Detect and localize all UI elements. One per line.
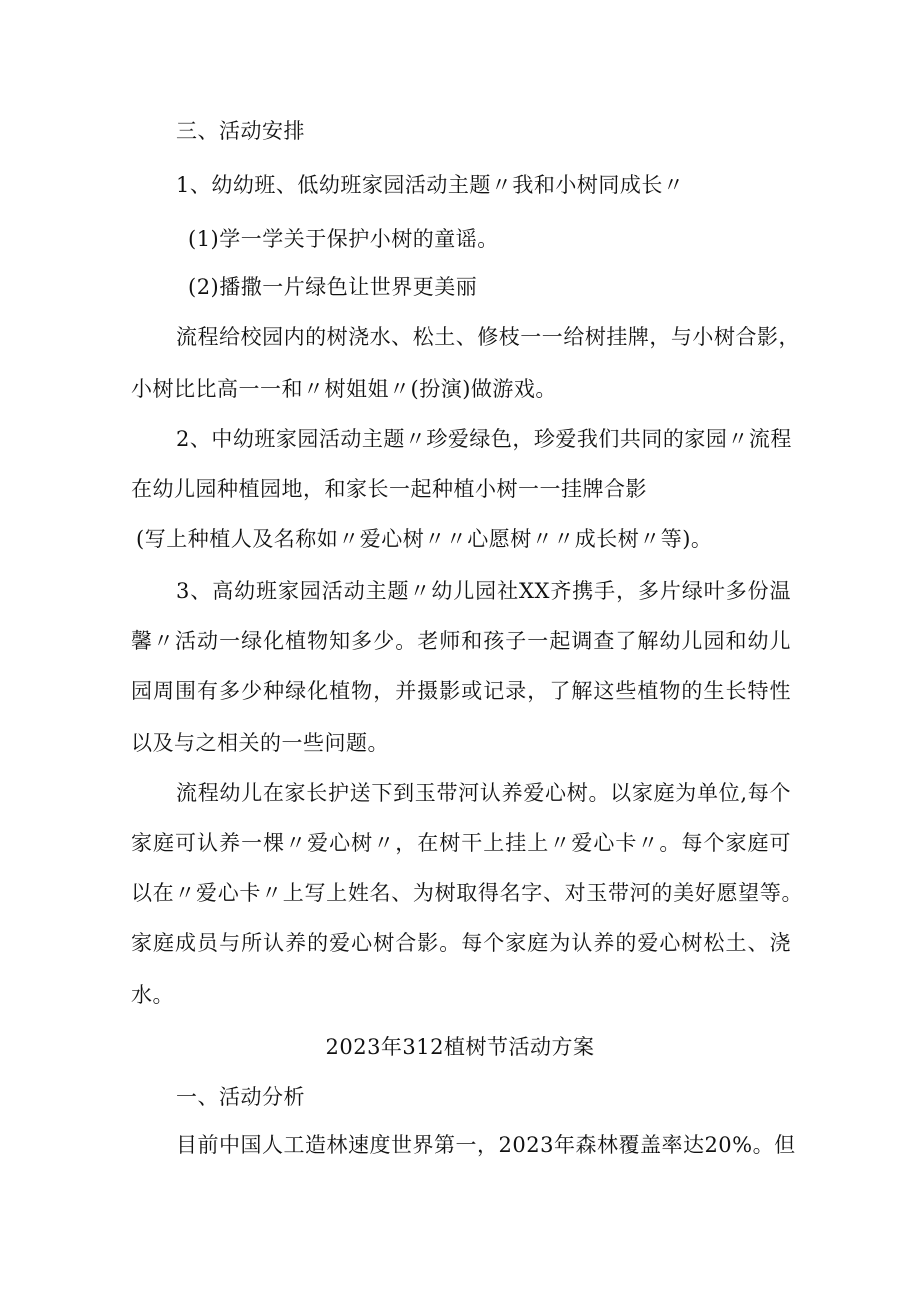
item1-para-line1: 流程给校园内的树浇水、松土、修枝一一给树挂牌，与小树合影， bbox=[176, 325, 800, 349]
flow-line2: 家庭可认养一棵〃爱心树〃，在树干上挂上〃爱心卡〃。每个家庭可 bbox=[131, 831, 791, 855]
item1-sub1: (1)学一学关于保护小树的童谣。 bbox=[188, 227, 499, 251]
item2-line2: 在幼儿园种植园地，和家长一起种植小树一一挂牌合影 bbox=[131, 477, 647, 501]
item1-sub2: (2)播撒一片绿色让世界更美丽 bbox=[188, 275, 478, 299]
flow-line1: 流程幼儿在家长护送下到玉带河认养爱心树。以家庭为单位,每个 bbox=[176, 781, 791, 805]
section-heading-activity-analysis: 一、活动分析 bbox=[176, 1085, 305, 1109]
section-heading-activity-arrangement: 三、活动安排 bbox=[176, 119, 305, 143]
analysis-first-line: 目前中国人工造林速度世界第一，2023年森林覆盖率达20%。但 bbox=[176, 1133, 796, 1157]
item1-para-line2: 小树比比高一一和〃树姐姐〃(扮演)做游戏。 bbox=[131, 377, 557, 401]
flow-line3: 以在〃爱心卡〃上写上姓名、为树取得名字、对玉带河的美好愿望等。 bbox=[131, 881, 803, 905]
item2-line3: (写上种植人及名称如〃爱心树〃〃心愿树〃〃成长树〃等)。 bbox=[136, 527, 713, 551]
item3-line1: 3、高幼班家园活动主题〃幼儿园社XX齐携手，多片绿叶多份温 bbox=[176, 579, 791, 603]
item1-heading: 1、幼幼班、低幼班家园活动主题〃我和小树同成长〃 bbox=[176, 173, 685, 197]
flow-line5: 水。 bbox=[131, 983, 174, 1007]
item2-line1: 2、中幼班家园活动主题〃珍爱绿色，珍爱我们共同的家园〃流程 bbox=[176, 427, 792, 451]
item3-line4: 以及与之相关的一些问题。 bbox=[131, 731, 389, 755]
document-title: 2023年312植树节活动方案 bbox=[325, 1035, 595, 1059]
flow-line4: 家庭成员与所认养的爱心树合影。每个家庭为认养的爱心树松土、浇 bbox=[131, 931, 791, 955]
item3-line3: 园周围有多少种绿化植物，并摄影或记录，了解这些植物的生长特性 bbox=[131, 679, 791, 703]
item3-line2: 馨〃活动一绿化植物知多少。老师和孩子一起调查了解幼儿园和幼儿 bbox=[131, 629, 791, 653]
